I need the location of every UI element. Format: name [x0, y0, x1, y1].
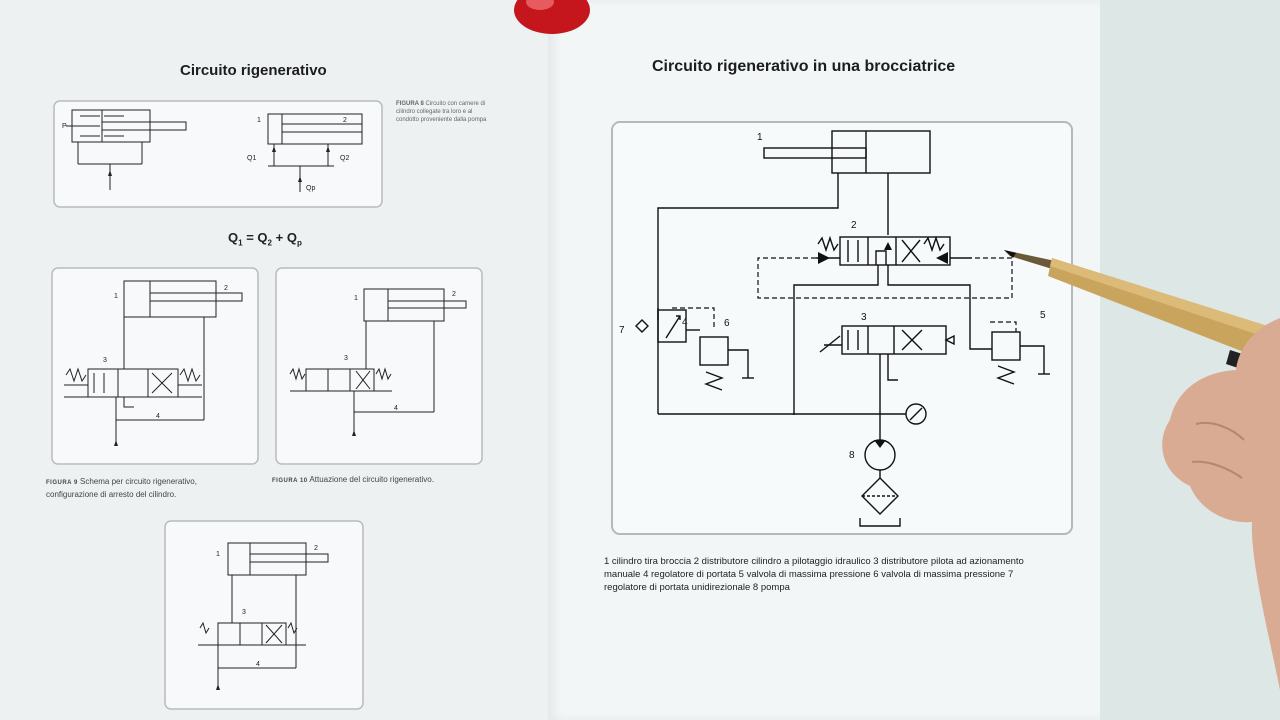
figb-label-2: 2: [314, 545, 318, 552]
flow-equation: $Q_1 = Q_2 + Q_p$: [228, 230, 302, 248]
fig8-label-q2: Q2: [340, 155, 350, 162]
figure-9-frame: [52, 268, 258, 464]
fig8-label-2: 2: [343, 117, 347, 124]
fig10-label-2: 2: [452, 291, 456, 298]
fig9-label-4: 4: [156, 413, 160, 420]
main-label-8: 8: [849, 450, 855, 461]
fig8-label-qp: Qp: [306, 185, 316, 192]
figure-9-caption: FIGURA 9 Schema per circuito rigenerativo, configurazione di arresto del cilindro.: [46, 477, 197, 499]
main-label-4: 4: [682, 317, 688, 328]
fig9-label-1: 1: [114, 293, 118, 300]
fig8-label-p: P: [62, 123, 67, 130]
figure-8-frame: [54, 101, 382, 207]
figure-8-caption: FIGURA 8 Circuito con camere di cilindro collegate tra loro e al condotto proveniente dalla pompa: [396, 101, 487, 123]
hand: [1162, 318, 1280, 690]
fig9-label-3: 3: [103, 357, 107, 364]
figb-label-1: 1: [216, 551, 220, 558]
figure-10-caption: FIGURA 10 Attuazione del circuito rigenerativo.: [272, 475, 434, 484]
fig10-label-4: 4: [394, 405, 398, 412]
figb-label-3: 3: [242, 609, 246, 616]
fig8-label-1: 1: [257, 117, 261, 124]
main-label-1: 1: [757, 132, 763, 143]
main-label-2: 2: [851, 220, 857, 231]
fig9-label-2: 2: [224, 285, 228, 292]
main-label-7: 7: [619, 325, 625, 336]
figb-label-4: 4: [256, 661, 260, 668]
figure-bottom-frame: [165, 521, 363, 709]
right-page-title: Circuito rigenerativo in una brocciatrice: [652, 58, 956, 75]
main-label-3: 3: [861, 312, 867, 323]
main-label-6: 6: [724, 318, 730, 329]
diagram-legend: 1 cilindro tira broccia 2 distributore cilindro a pilotaggio idraulico 3 distributore pilota ad azionamento manuale 4 regolatore di portata 5 valvola di massima pressione 6 valvola di massima pressione 7 regolatore di portata unidirezionale 8 pompa: [604, 556, 1024, 593]
main-label-5: 5: [1040, 310, 1046, 321]
fig10-label-1: 1: [354, 295, 358, 302]
fig10-label-3: 3: [344, 355, 348, 362]
fig8-label-q1: Q1: [247, 155, 257, 162]
left-page-title: Circuito rigenerativo: [180, 62, 327, 79]
